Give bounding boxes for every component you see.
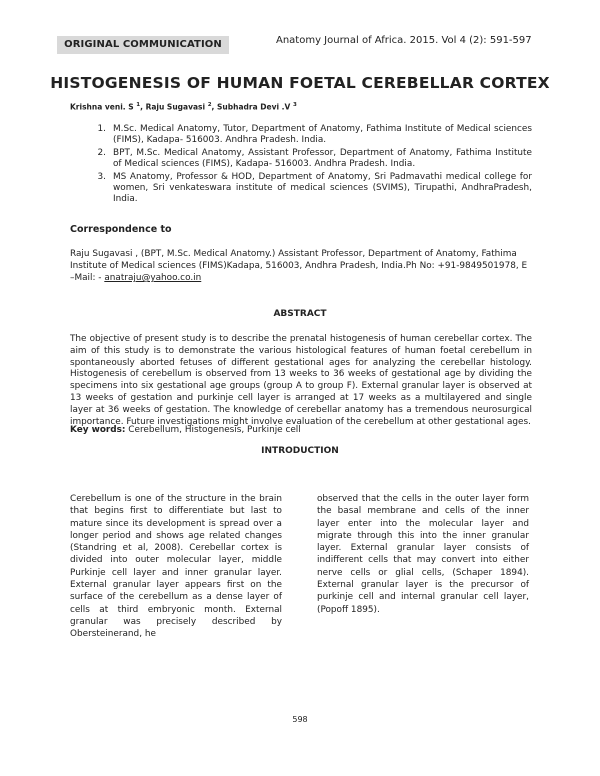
author-separator: , xyxy=(140,102,146,112)
affiliation-item xyxy=(70,172,532,205)
affiliation-number: 3. xyxy=(97,172,106,182)
author-name: Krishna veni. S xyxy=(70,102,134,112)
introduction-column-right: observed that the cells in the outer layer form the basal membrane and cells of the inner layer enter into the molecular layer and migrate through this into the inner granular layer. External granular layer consists of indifferent cells that may convert into either nerve cells or glial cells, (Schaper 1894). External granular layer is the precursor of purkinje cell and internal granular cell layer, (Popoff 1895). xyxy=(317,494,529,615)
keywords-line xyxy=(70,425,301,435)
author-affil-mark: 3 xyxy=(292,102,297,108)
author-list xyxy=(70,102,297,112)
correspondence-email-link[interactable]: anatraju@yahoo.co.in xyxy=(104,273,202,283)
correspondence-block xyxy=(70,248,532,284)
author-name: Subhadra Devi .V xyxy=(217,102,291,112)
affiliation-item xyxy=(70,148,532,170)
author-separator: , xyxy=(211,102,218,112)
correspondence-heading: Correspondence to xyxy=(70,224,172,235)
correspondence-text: Raju Sugavasi , (BPT, M.Sc. Medical Anatomy.) Assistant Professor, Department of Anatomy, Fathima Institute of Medical sciences (FIMS)Kadapa, 516003, Andhra Pradesh, India.Ph No: +91-9849501978, E –Mail: - xyxy=(70,249,528,283)
author-name: Raju Sugavasi xyxy=(145,102,206,112)
abstract-text: The objective of present study is to describe the prenatal histogenesis of human cerebellar cortex. The aim of this study is to demonstrate the various histological features of human foetal cerebellum in spontaneously aborted fetuses of different gestational ages for analyzing the cerebellar histology. Histogenesis of cerebellum is observed from 13 weeks to 36 weeks of gestational age by dividing the specimens into six gestational age groups (group A to group F). External granular layer is observed at 13 weeks of gestation and purkinje cell layer is arranged at 17 weeks as a multilayered and single layer at 36 weeks of gestation. The knowledge of cerebellar anatomy has a tremendous neurosurgical importance. Future investigations might involve evaluation of the cerebellum at other gestational ages. xyxy=(70,334,532,427)
affiliation-text: MS Anatomy, Professor & HOD, Department of Anatomy, Sri Padmavathi medical college for women, Sri venkateswara institute of medical sciences (SVIMS), Tirupathi, AndhraPradesh, India. xyxy=(113,172,532,204)
affiliation-number: 2. xyxy=(97,148,106,158)
keywords-label: Key words: xyxy=(70,425,126,435)
article-type-badge: ORIGINAL COMMUNICATION xyxy=(57,36,229,54)
journal-citation: Anatomy Journal of Africa. 2015. Vol 4 (2): 591-597 xyxy=(276,35,532,46)
affiliation-text: BPT, M.Sc. Medical Anatomy, Assistant Professor, Department of Anatomy, Fathima Institute of Medical sciences (FIMS), Kadapa- 516003. Andhra Pradesh. India. xyxy=(113,148,532,169)
page-number: 598 xyxy=(292,715,308,724)
author-affil-mark: 1 xyxy=(136,102,141,108)
introduction-column-left: Cerebellum is one of the structure in the brain that begins first to differentiate but last to mature since its development is spread over a longer period and shows age related changes (Standring et al, 2008). Cerebellar cortex is divided into outer molecular layer, middle Purkinje cell layer and inner granular layer. External granular layer appears first on the surface of the cerebellum as a dense layer of cells at third embryonic month. External granular was precisely described by Obersteinerand, he xyxy=(70,494,282,640)
affiliation-item xyxy=(70,124,532,146)
affiliation-text: M.Sc. Medical Anatomy, Tutor, Department of Anatomy, Fathima Institute of Medical sciences (FIMS), Kadapa- 516003. Andhra Pradesh. India. xyxy=(113,124,532,145)
author-affil-mark: 2 xyxy=(207,102,212,108)
introduction-heading: INTRODUCTION xyxy=(261,446,339,456)
keywords-value: Cerebellum, Histogenesis, Purkinje cell xyxy=(125,425,301,435)
affiliation-list xyxy=(70,124,532,207)
abstract-heading: ABSTRACT xyxy=(273,309,327,319)
paper-title: HISTOGENESIS OF HUMAN FOETAL CEREBELLAR CORTEX xyxy=(50,74,550,92)
affiliation-number: 1. xyxy=(97,124,106,134)
